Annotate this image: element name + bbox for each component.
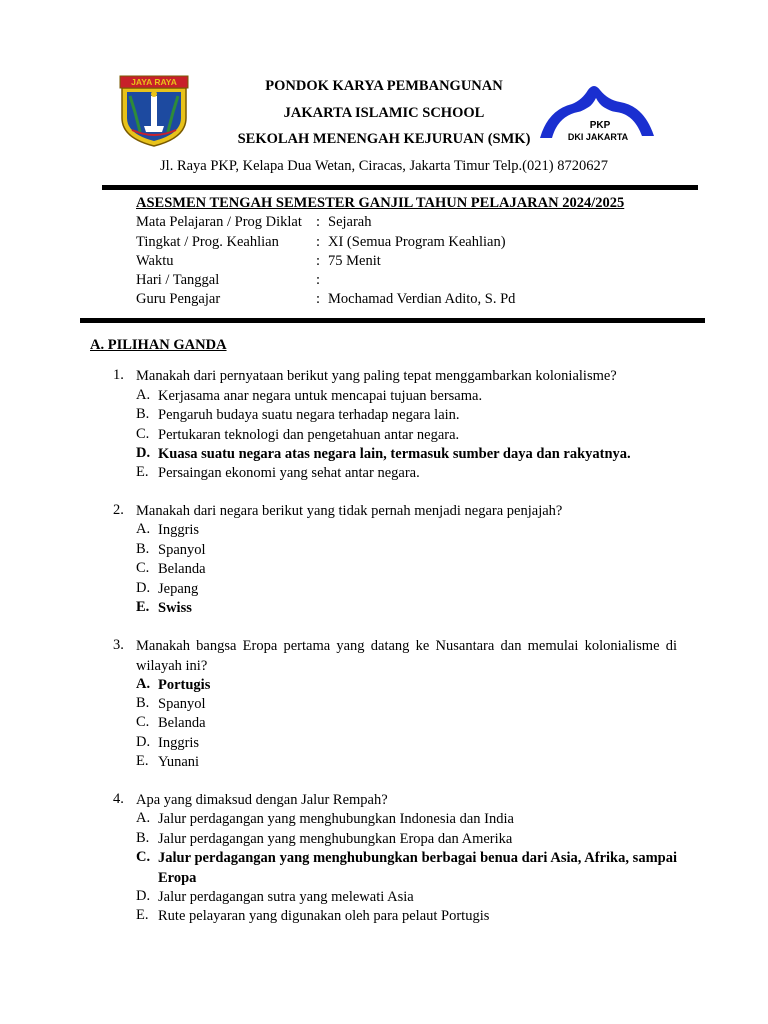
option-text: Portugis [158, 677, 211, 693]
option-text: Belanda [158, 715, 206, 731]
option-text: Spanyol [158, 542, 206, 558]
option-text: Pengaruh budaya suatu negara terhadap negara lain. [158, 407, 460, 423]
question-number: 1. [113, 367, 124, 383]
question-number: 3. [113, 637, 124, 653]
option-text: Inggris [158, 735, 200, 751]
school-name-line3: SEKOLAH MENENGAH KEJURUAN (SMK) [237, 131, 531, 147]
info-value: XI (Semua Program Keahlian) [328, 234, 506, 250]
info-label: Tingkat / Prog. Keahlian [136, 234, 279, 250]
question-text: Apa yang dimaksud dengan Jalur Rempah? [136, 792, 388, 808]
info-value: Sejarah [328, 214, 372, 230]
option-text: Kerjasama anar negara untuk mencapai tujuan bersama. [158, 388, 483, 404]
header-divider [102, 185, 698, 190]
option-letter: A. [136, 387, 151, 403]
pkp-logo-subtext: DKI JAKARTA [567, 132, 629, 142]
option-letter: A. [136, 810, 151, 826]
option-text: Kuasa suatu negara atas negara lain, termasuk sumber daya dan rakyatnya. [158, 446, 631, 462]
exam-title: ASESMEN TENGAH SEMESTER GANJIL TAHUN PELAJARAN 2024/2025 [136, 195, 625, 211]
option-text: Inggris [158, 522, 200, 538]
info-colon: : [316, 234, 321, 250]
option-letter: B. [136, 406, 150, 422]
info-value: Mochamad Verdian Adito, S. Pd [328, 291, 516, 307]
option-letter: B. [136, 541, 150, 557]
seal-banner-text: JAYA RAYA [131, 77, 177, 87]
option-text: Persaingan ekonomi yang sehat antar negara. [158, 465, 420, 481]
option-text: Jalur perdagangan yang menghubungkan Eropa dan Amerika [158, 831, 513, 847]
option-letter: B. [136, 695, 150, 711]
option-letter: B. [136, 830, 150, 846]
option-letter: E. [136, 599, 150, 615]
option-letter: C. [136, 426, 150, 442]
section-title: A. PILIHAN GANDA [90, 337, 227, 353]
option-text: Jalur perdagangan yang menghubungkan berbagai benua dari Asia, Afrika, sampai Eropa [158, 850, 677, 886]
option-letter: D. [136, 445, 151, 461]
option-text: Swiss [158, 600, 192, 616]
option-letter: D. [136, 888, 151, 904]
option-letter: E. [136, 907, 149, 923]
question-text: Manakah bangsa Eropa pertama yang datang ke Nusantara dan memulai kolonialisme di wilayah ini? [136, 638, 677, 674]
info-label: Hari / Tanggal [136, 272, 220, 288]
info-colon: : [316, 214, 321, 230]
option-text: Rute pelayaran yang digunakan oleh para pelaut Portugis [158, 908, 490, 924]
option-text: Jalur perdagangan sutra yang melewati Asia [158, 889, 414, 905]
info-label: Guru Pengajar [136, 291, 221, 307]
option-letter: E. [136, 753, 149, 769]
question-text: Manakah dari negara berikut yang tidak pernah menjadi negara penjajah? [136, 503, 563, 519]
info-value: 75 Menit [328, 253, 381, 269]
school-name-line2: JAKARTA ISLAMIC SCHOOL [283, 105, 485, 121]
question-number: 2. [113, 502, 124, 518]
option-letter: E. [136, 464, 149, 480]
question-number: 4. [113, 791, 124, 807]
info-divider [80, 318, 705, 323]
school-address: Jl. Raya PKP, Kelapa Dua Wetan, Ciracas, Jakarta Timur Telp.(021) 8720627 [160, 158, 608, 174]
option-letter: D. [136, 580, 151, 596]
info-colon: : [316, 272, 321, 288]
option-letter: A. [136, 521, 151, 537]
option-letter: A. [136, 676, 151, 692]
option-letter: C. [136, 849, 151, 865]
option-text: Pertukaran teknologi dan pengetahuan antar negara. [158, 427, 460, 443]
option-letter: C. [136, 560, 150, 576]
option-letter: C. [136, 714, 150, 730]
info-label: Mata Pelajaran / Prog Diklat [136, 214, 302, 230]
option-letter: D. [136, 734, 151, 750]
info-label: Waktu [136, 253, 174, 269]
option-text: Jalur perdagangan yang menghubungkan Indonesia dan India [158, 811, 514, 827]
question-text: Manakah dari pernyataan berikut yang paling tepat menggambarkan kolonialisme? [136, 368, 617, 384]
option-text: Jepang [158, 581, 199, 597]
school-name-line1: PONDOK KARYA PEMBANGUNAN [265, 78, 503, 94]
option-text: Yunani [158, 754, 200, 770]
info-colon: : [316, 291, 321, 307]
option-text: Belanda [158, 561, 206, 577]
option-text: Spanyol [158, 696, 206, 712]
info-colon: : [316, 253, 321, 269]
pkp-logo-text: PKP [589, 120, 611, 131]
